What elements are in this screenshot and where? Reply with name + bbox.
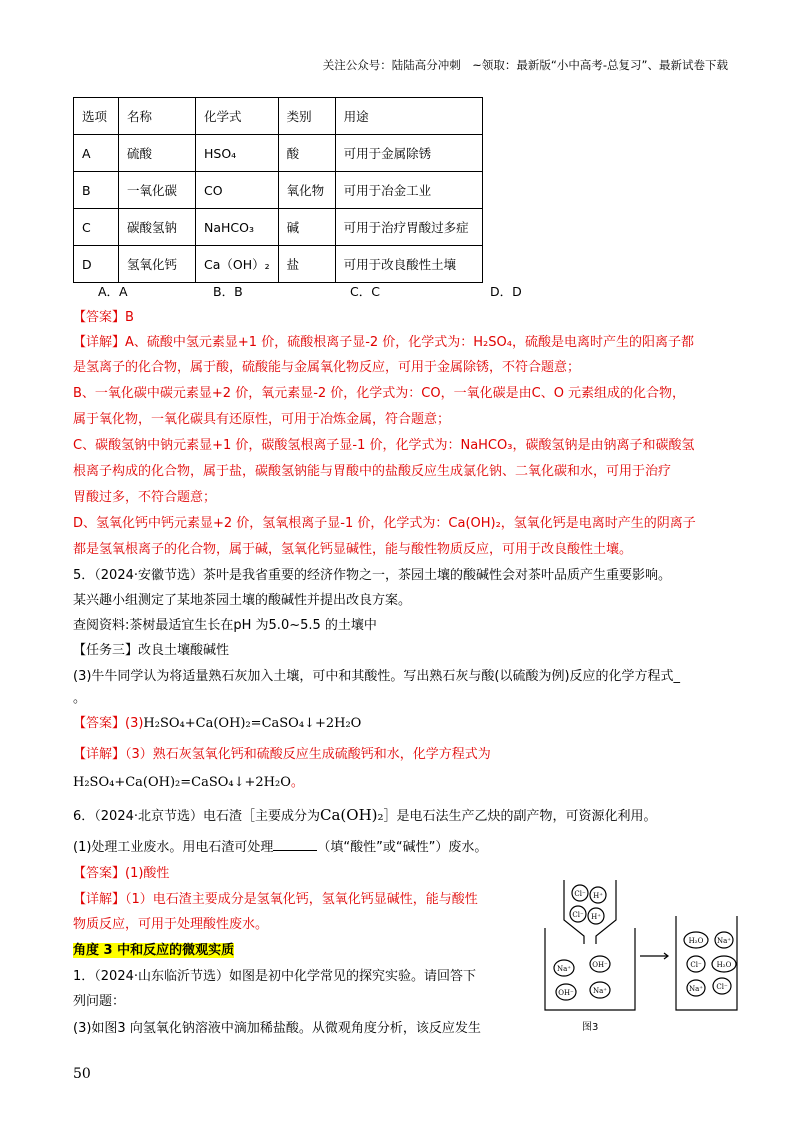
table-row: [74, 172, 483, 209]
table-header-row: [74, 98, 483, 135]
q5-detail-end: 。: [290, 775, 304, 790]
neutralization-figure: [540, 878, 740, 1018]
ion-label: H₂O: [716, 961, 732, 969]
q6-stem-a: 6．（2024·北京节选）电石渣［主要成分为: [73, 809, 320, 824]
table-cell: 盐: [278, 246, 335, 283]
ion-label: OH⁻: [558, 989, 574, 997]
q4-detail-line: 胃酸过多，不符合题意；: [73, 490, 217, 505]
table-header-cell: 类别: [278, 98, 335, 135]
table-cell: 酸: [278, 135, 335, 172]
q6-detail-line: 【详解】（1）电石渣主要成分是氢氧化钙，氢氧化钙显碱性，能与酸性: [73, 892, 478, 907]
page-number: 50: [73, 1066, 91, 1082]
ion-label: Cl⁻: [690, 961, 702, 969]
table-cell: HSO₄: [196, 135, 279, 172]
q4-detail-line: 都是氢氧根离子的化合物，属于碱，氢氧化钙显碱性，能与酸性物质反应，可用于改良酸性土壤。: [73, 542, 633, 557]
ion-label: Na⁺: [557, 965, 571, 973]
q6-answer: 【答案】(1)酸性: [73, 866, 170, 881]
table-cell: Ca（OH）₂: [196, 246, 279, 283]
table-cell: 氧化物: [278, 172, 335, 209]
table-cell: 碱: [278, 209, 335, 246]
choice-d: D．D: [490, 284, 522, 299]
q6-question: [73, 836, 487, 855]
table-cell: CO: [196, 172, 279, 209]
ion-label: Cl⁻: [572, 911, 584, 919]
dropper-outline: [596, 880, 616, 944]
table-cell: 可用于金属除锈: [335, 135, 482, 172]
q4-detail-line: 根离子构成的化合物，属于盐，碳酸氢钠能与胃酸中的盐酸反应生成氯化钠、二氧化碳和水，可用于治疗: [73, 464, 672, 479]
q6-detail-line: 物质反应，可用于处理酸性废水。: [73, 917, 269, 932]
choice-b: B．B: [213, 284, 243, 299]
table-row: [74, 246, 483, 283]
table-cell: 一氧化碳: [119, 172, 196, 209]
q5-answer-equation: H₂SO₄+Ca(OH)₂=CaSO₄↓+2H₂O: [143, 716, 362, 731]
q5-reference: 查阅资料:茶树最适宜生长在pH 为5.0~5.5 的土壤中: [73, 618, 377, 633]
table-cell: 碳酸氢钠: [119, 209, 196, 246]
table-cell: C: [74, 209, 119, 246]
table-header-cell: 选项: [74, 98, 119, 135]
q6-stem-b: ］是电石法生产乙炔的副产物，可资源化利用。: [383, 809, 657, 824]
q5-detail: 【详解】（3）熟石灰氢氧化钙和硫酸反应生成硫酸钙和水，化学方程式为: [73, 747, 491, 762]
ion-label: H⁺: [591, 913, 601, 921]
table-cell: D: [74, 246, 119, 283]
q5-detail-equation: H₂SO₄+Ca(OH)₂=CaSO₄↓+2H₂O: [73, 775, 291, 790]
ion-label: H₂O: [688, 937, 704, 945]
q5-question-end: 。: [73, 691, 87, 706]
table-header-cell: 用途: [335, 98, 482, 135]
ion-label: Na⁺: [593, 987, 607, 995]
figure-caption: 图3: [582, 1022, 599, 1033]
ion-label: OH⁻: [592, 961, 608, 969]
q1-question: (3)如图3 向氢氧化钠溶液中滴加稀盐酸。从微观角度分析，该反应发生: [73, 1021, 481, 1036]
choice-a: A．A: [98, 284, 128, 299]
q1-stem: 列问题：: [73, 994, 126, 1009]
q5-task-title: 【任务三】改良土壤酸碱性: [73, 643, 230, 658]
options-table: [73, 97, 483, 283]
table-cell: 可用于治疗胃酸过多症: [335, 209, 482, 246]
table-cell: A: [74, 135, 119, 172]
q6-stem: [73, 805, 657, 824]
q6-question-b: （填“酸性”或“碱性”）废水。: [317, 840, 488, 855]
q4-detail-line: 是氢离子的化合物，属于酸，硫酸能与金属氧化物反应，可用于金属除锈，不符合题意；: [73, 360, 581, 375]
table-cell: 氢氧化钙: [119, 246, 196, 283]
ion-label: Cl⁻: [716, 983, 728, 991]
page-header: 关注公众号：陆陆高分冲刺 ~领取：最新版“小中高考-总复习”、最新试卷下载: [322, 58, 728, 72]
ion-label: Na⁺: [689, 985, 703, 993]
table-header-cell: 化学式: [196, 98, 279, 135]
q5-stem: 某兴趣小组测定了某地茶园土壤的酸碱性并提出改良方案。: [73, 593, 412, 608]
q1-stem: 1．（2024·山东临沂节选）如图是初中化学常见的探究实验。请回答下: [73, 969, 476, 984]
table-cell: 硫酸: [119, 135, 196, 172]
section-heading: [73, 939, 234, 958]
q5-detail-equation-line: [73, 771, 304, 790]
ion-label: Cl⁻: [574, 890, 586, 898]
q6-formula: Ca(OH)₂: [320, 806, 384, 824]
table-header-cell: 名称: [119, 98, 196, 135]
q5-answer-line: [73, 712, 361, 731]
table-row: [74, 135, 483, 172]
ion-label: Na⁺: [717, 937, 731, 945]
q4-detail-line: C、碳酸氢钠中钠元素显+1 价，碳酸氢根离子显-1 价，化学式为：NaHCO₃，碳酸氢钠是由钠离子和碳酸氢: [73, 438, 695, 453]
q5-stem: 5．（2024·安徽节选）茶叶是我省重要的经济作物之一，茶园土壤的酸碱性会对茶叶品质产生重要影响。: [73, 568, 671, 583]
q5-question: (3)牛牛同学认为将适量熟石灰加入土壤，可中和其酸性。写出熟石灰与酸(以硫酸为例)反应的化学方程式_: [73, 669, 681, 684]
table-cell: 可用于改良酸性土壤: [335, 246, 482, 283]
q4-detail-line: B、一氧化碳中碳元素显+2 价，氧元素显-2 价，化学式为：CO，一氧化碳是由C、O 元素组成的化合物，: [73, 386, 686, 401]
table-cell: B: [74, 172, 119, 209]
q4-detail-line: 属于氧化物，一氧化碳具有还原性，可用于冶炼金属，符合题意；: [73, 412, 451, 427]
ion-label: H⁺: [593, 892, 603, 900]
q4-detail-line: 【详解】A、硫酸中氢元素显+1 价，硫酸根离子显-2 价，化学式为：H₂SO₄，硫酸是电离时产生的阳离子都: [73, 335, 694, 350]
q4-detail-line: D、氢氧化钙中钙元素显+2 价，氢氧根离子显-1 价，化学式为：Ca(OH)₂，氢氧化钙是电离时产生的阴离子: [73, 516, 696, 531]
answer-blank: [273, 850, 317, 851]
table-row: [74, 209, 483, 246]
q5-answer-label: 【答案】(3): [73, 716, 144, 731]
section-heading-text: 角度 3 中和反应的微观实质: [73, 943, 235, 958]
table-cell: 可用于冶金工业: [335, 172, 482, 209]
q4-answer: 【答案】B: [73, 310, 134, 325]
q6-question-a: (1)处理工业废水。用电石渣可处理: [73, 840, 274, 855]
table-cell: NaHCO₃: [196, 209, 279, 246]
choice-c: C．C: [350, 284, 380, 299]
